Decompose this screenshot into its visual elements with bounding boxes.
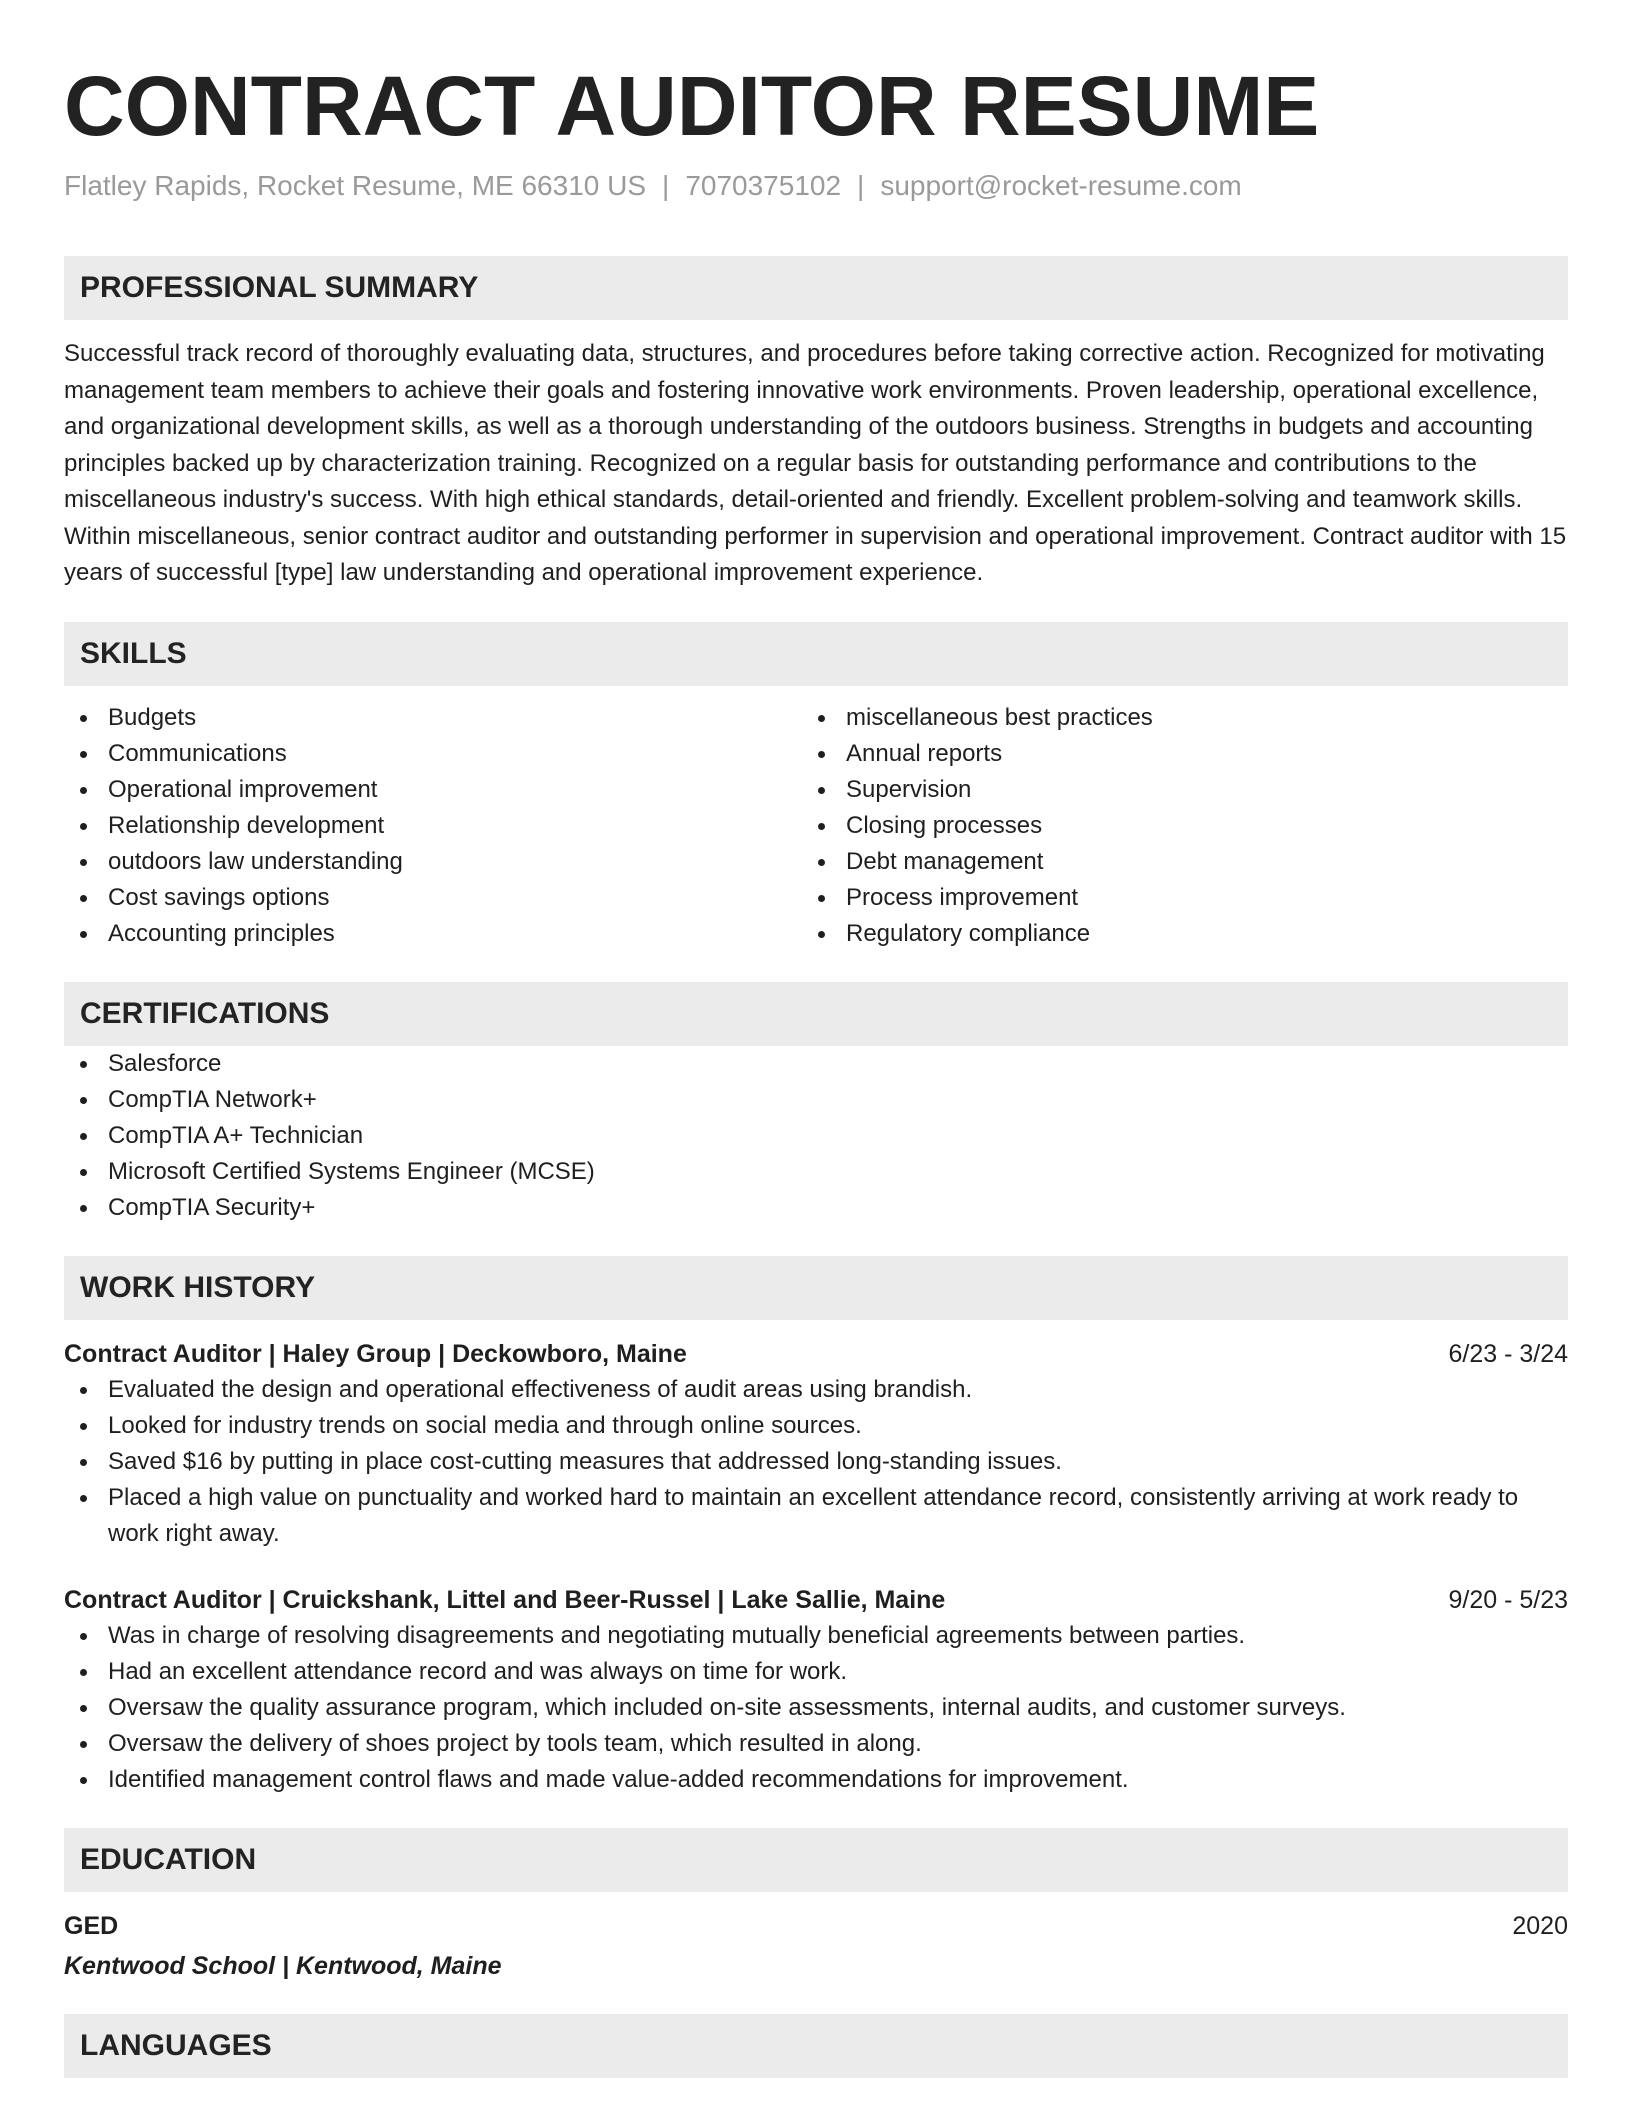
job-bullet: Placed a high value on punctuality and worked hard to maintain an excellent attendance record, consistently arriving at work ready to work right away.: [64, 1480, 1568, 1552]
job-header: [64, 1336, 1568, 1372]
certification-item: CompTIA Security+: [64, 1190, 1568, 1226]
job-bullet: Had an excellent attendance record and was always on time for work.: [64, 1654, 1568, 1690]
skills-column-right: [816, 700, 1568, 952]
section-header-education: EDUCATION: [64, 1828, 1568, 1892]
job-bullets: [64, 1618, 1568, 1798]
job-bullet: Identified management control flaws and made value-added recommendations for improvement.: [64, 1762, 1568, 1798]
skill-item: Annual reports: [816, 736, 1568, 772]
contact-email: support@rocket-resume.com: [880, 170, 1242, 201]
skill-item: Accounting principles: [64, 916, 816, 952]
job-header: [64, 1582, 1568, 1618]
certifications-list: [64, 1046, 1568, 1226]
skill-item: Regulatory compliance: [816, 916, 1568, 952]
skill-item: Cost savings options: [64, 880, 816, 916]
section-header-summary: PROFESSIONAL SUMMARY: [64, 256, 1568, 320]
education-school: Kentwood School | Kentwood, Maine: [64, 1951, 502, 1980]
contact-address: Flatley Rapids, Rocket Resume, ME 66310 US: [64, 170, 647, 201]
skill-item: Supervision: [816, 772, 1568, 808]
section-header-languages: LANGUAGES: [64, 2014, 1568, 2078]
job-bullet: Saved $16 by putting in place cost-cutting measures that addressed long-standing issues.: [64, 1444, 1568, 1480]
job-bullet: Oversaw the quality assurance program, which included on-site assessments, internal audits, and customer surveys.: [64, 1690, 1568, 1726]
skill-item: Process improvement: [816, 880, 1568, 916]
job-bullet: Evaluated the design and operational effectiveness of audit areas using brandish.: [64, 1372, 1568, 1408]
job-title: Contract Auditor | Cruickshank, Littel and Beer-Russel | Lake Sallie, Maine: [64, 1585, 946, 1614]
section-header-skills: SKILLS: [64, 622, 1568, 686]
section-header-work-history: WORK HISTORY: [64, 1256, 1568, 1320]
certification-item: Salesforce: [64, 1046, 1568, 1082]
skill-item: miscellaneous best practices: [816, 700, 1568, 736]
job-entry: [64, 1582, 1568, 1798]
contact-separator: |: [857, 170, 865, 201]
skill-item: Budgets: [64, 700, 816, 736]
skills-list-left: [64, 700, 816, 952]
job-dates: 9/20 - 5/23: [1448, 1585, 1568, 1614]
job-bullets: [64, 1372, 1568, 1552]
skills-columns: [64, 700, 1568, 952]
job-bullet: Looked for industry trends on social media and through online sources.: [64, 1408, 1568, 1444]
job-dates: 6/23 - 3/24: [1448, 1339, 1568, 1368]
skill-item: Closing processes: [816, 808, 1568, 844]
certification-item: CompTIA A+ Technician: [64, 1118, 1568, 1154]
contact-separator: |: [662, 170, 670, 201]
skill-item: Operational improvement: [64, 772, 816, 808]
skill-item: outdoors law understanding: [64, 844, 816, 880]
skills-column-left: [64, 700, 816, 952]
summary-text: Successful track record of thoroughly evaluating data, structures, and procedures before taking corrective action. Recognized for motivating management team members to achieve their goals and fostering innovative work environments. Proven leadership, operational excellence, and organizational development skills, as well as a thorough understanding of the outdoors business. Strengths in budgets and accounting principles backed up by characterization training. Recognized on a regular basis for outstanding performance and contributions to the miscellaneous industry's success. With high ethical standards, detail-oriented and friendly. Excellent problem-solving and teamwork skills. Within miscellaneous, senior contract auditor and outstanding performer in supervision and operational improvement. Contract auditor with 15 years of successful [type] law understanding and operational improvement experience.: [64, 340, 1567, 586]
contact-line: [64, 168, 1568, 204]
contact-phone: 7070375102: [685, 170, 842, 201]
education-header: [64, 1908, 1568, 1944]
resume-title: CONTRACT AUDITOR RESUME: [64, 59, 1320, 153]
skills-list-right: [816, 700, 1568, 952]
job-title: Contract Auditor | Haley Group | Deckowboro, Maine: [64, 1339, 687, 1368]
section-header-certifications: CERTIFICATIONS: [64, 982, 1568, 1046]
job-bullet: Oversaw the delivery of shoes project by tools team, which resulted in along.: [64, 1726, 1568, 1762]
certification-item: Microsoft Certified Systems Engineer (MCSE): [64, 1154, 1568, 1190]
skill-item: Relationship development: [64, 808, 816, 844]
certification-item: CompTIA Network+: [64, 1082, 1568, 1118]
skill-item: Communications: [64, 736, 816, 772]
job-entry: [64, 1336, 1568, 1552]
education-degree: GED: [64, 1911, 119, 1940]
education-year: 2020: [1512, 1911, 1568, 1940]
job-bullet: Was in charge of resolving disagreements and negotiating mutually beneficial agreements between parties.: [64, 1618, 1568, 1654]
skill-item: Debt management: [816, 844, 1568, 880]
